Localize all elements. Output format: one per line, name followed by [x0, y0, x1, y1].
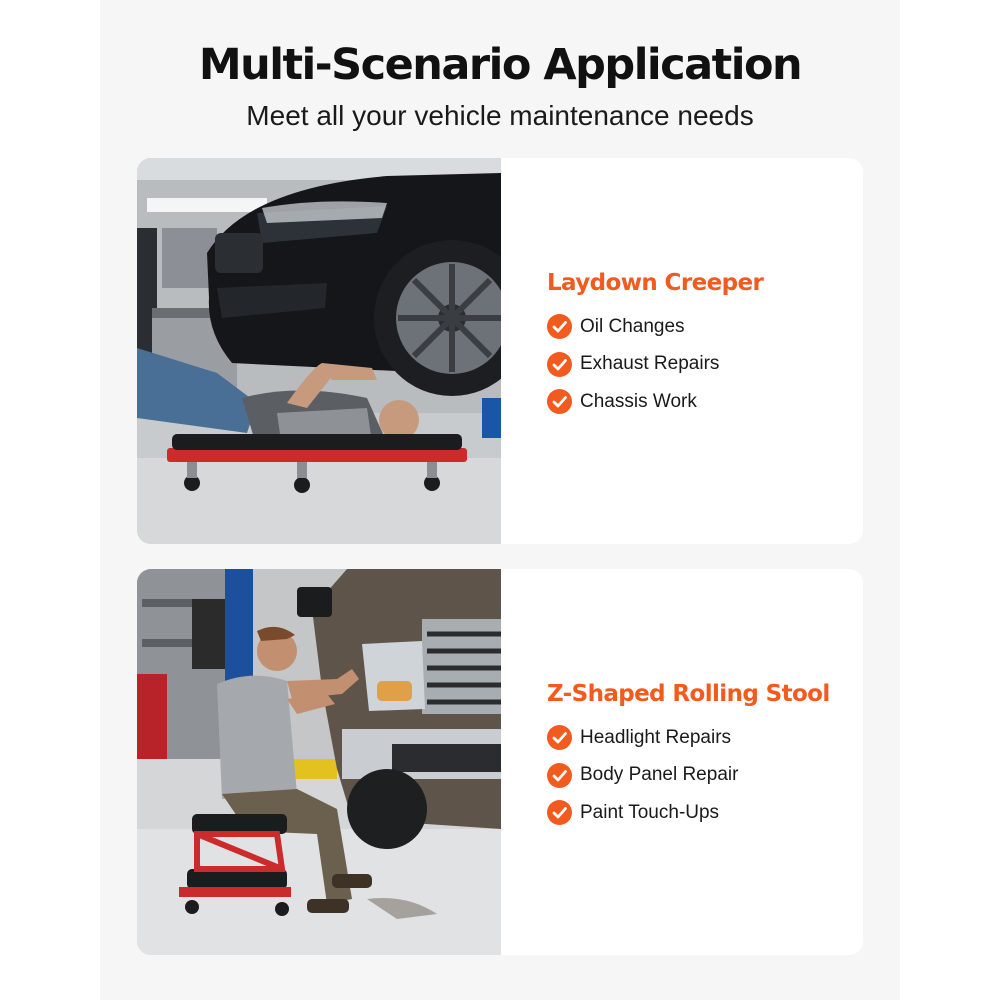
feature-label: Exhaust Repairs [580, 353, 720, 375]
feature-label: Oil Changes [580, 315, 685, 337]
feature-label: Chassis Work [580, 390, 697, 412]
photo-mechanic-on-rolling-stool-at-truck [137, 569, 501, 955]
page-subtitle: Meet all your vehicle maintenance needs [246, 100, 754, 131]
feature-item [547, 757, 847, 795]
check-circle-icon [547, 725, 572, 750]
feature-item [547, 794, 847, 832]
scenario-heading: Laydown Creeper [547, 270, 764, 296]
check-circle-icon [547, 314, 572, 339]
feature-item [547, 383, 847, 421]
check-circle-icon [547, 763, 572, 788]
feature-item [547, 719, 847, 757]
check-circle-icon [547, 389, 572, 414]
scenario-card-z-shaped-rolling-stool [137, 569, 863, 955]
scenario-heading: Z-Shaped Rolling Stool [547, 681, 830, 707]
feature-item [547, 308, 847, 346]
scenario-info-z-shaped-rolling-stool [547, 681, 847, 832]
photo-mechanic-on-creeper-under-car [137, 158, 501, 544]
check-circle-icon [547, 800, 572, 825]
feature-item [547, 346, 847, 384]
feature-label: Body Panel Repair [580, 764, 739, 786]
feature-label: Paint Touch-Ups [580, 801, 720, 823]
feature-label: Headlight Repairs [580, 726, 732, 748]
scenario-card-laydown-creeper [137, 158, 863, 544]
scenario-info-laydown-creeper [547, 270, 847, 421]
page-title: Multi-Scenario Application [198, 40, 802, 90]
check-circle-icon [547, 352, 572, 377]
infographic-canvas [100, 0, 900, 1000]
